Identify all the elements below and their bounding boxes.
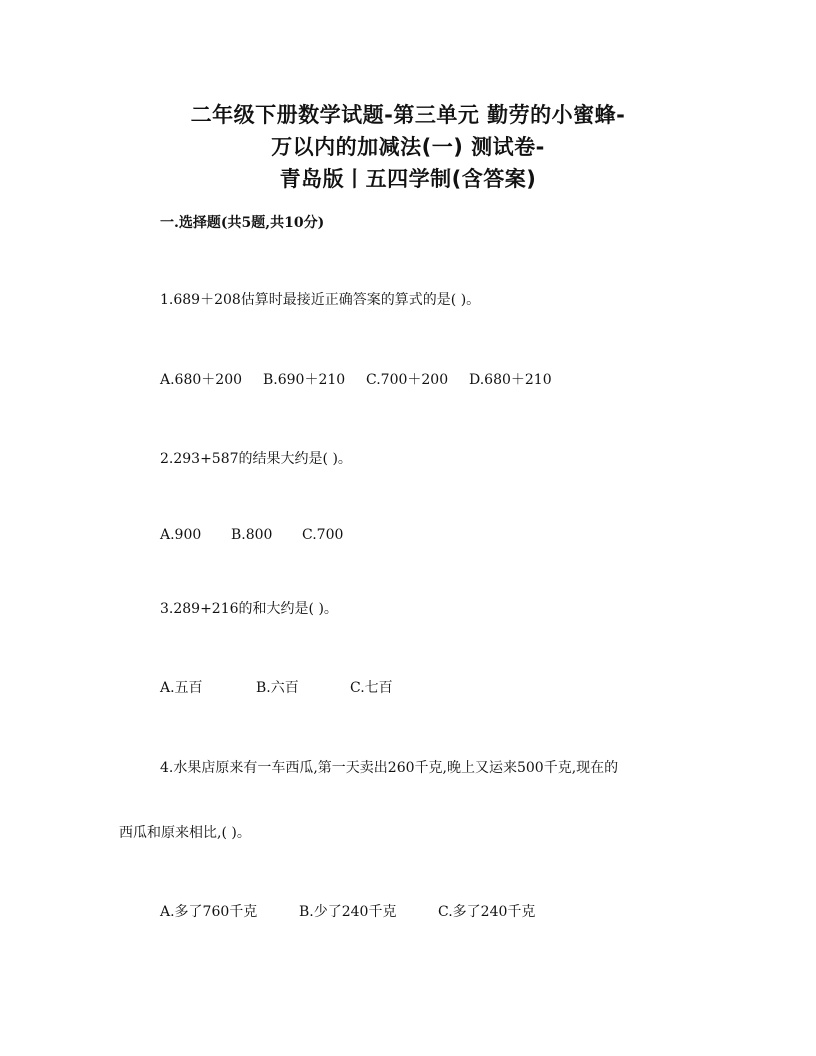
section-heading: 一.选择题(共5题,共10分) — [160, 215, 325, 231]
question-3-choice-c: C.七百 — [350, 680, 393, 696]
question-2-choice-a: A.900 — [160, 527, 202, 543]
question-3-text: 3.289+216的和大约是( )。 — [160, 601, 338, 617]
question-4-choice-c: C.多了240千克 — [438, 904, 536, 920]
question-2-choice-c: C.700 — [302, 527, 344, 543]
question-4-text-line-2: 西瓜和原来相比,( )。 — [119, 825, 251, 841]
question-1-choice-d: D.680＋210 — [469, 372, 552, 388]
question-1-choice-a: A.680＋200 — [160, 372, 243, 388]
document-title-line-1: 二年级下册数学试题-第三单元 勤劳的小蜜蜂- — [190, 103, 626, 127]
document-title-line-2: 万以内的加减法(一) 测试卷- — [271, 135, 545, 159]
question-4-choice-a: A.多了760千克 — [160, 904, 258, 920]
question-4-choice-b: B.少了240千克 — [299, 904, 397, 920]
document-title-line-3: 青岛版丨五四学制(含答案) — [279, 167, 537, 191]
question-4-text-line-1: 4.水果店原来有一车西瓜,第一天卖出260千克,晚上又运来500千克,现在的 — [160, 760, 619, 776]
question-1-choice-b: B.690＋210 — [263, 372, 346, 388]
question-2-choice-b: B.800 — [231, 527, 273, 543]
question-2-text: 2.293+587的结果大约是( )。 — [160, 451, 352, 467]
question-3-choice-a: A.五百 — [160, 680, 203, 696]
question-3-choice-b: B.六百 — [256, 680, 299, 696]
question-1-choice-c: C.700＋200 — [366, 372, 449, 388]
question-1-text: 1.689＋208估算时最接近正确答案的算式的是( )。 — [160, 292, 481, 308]
